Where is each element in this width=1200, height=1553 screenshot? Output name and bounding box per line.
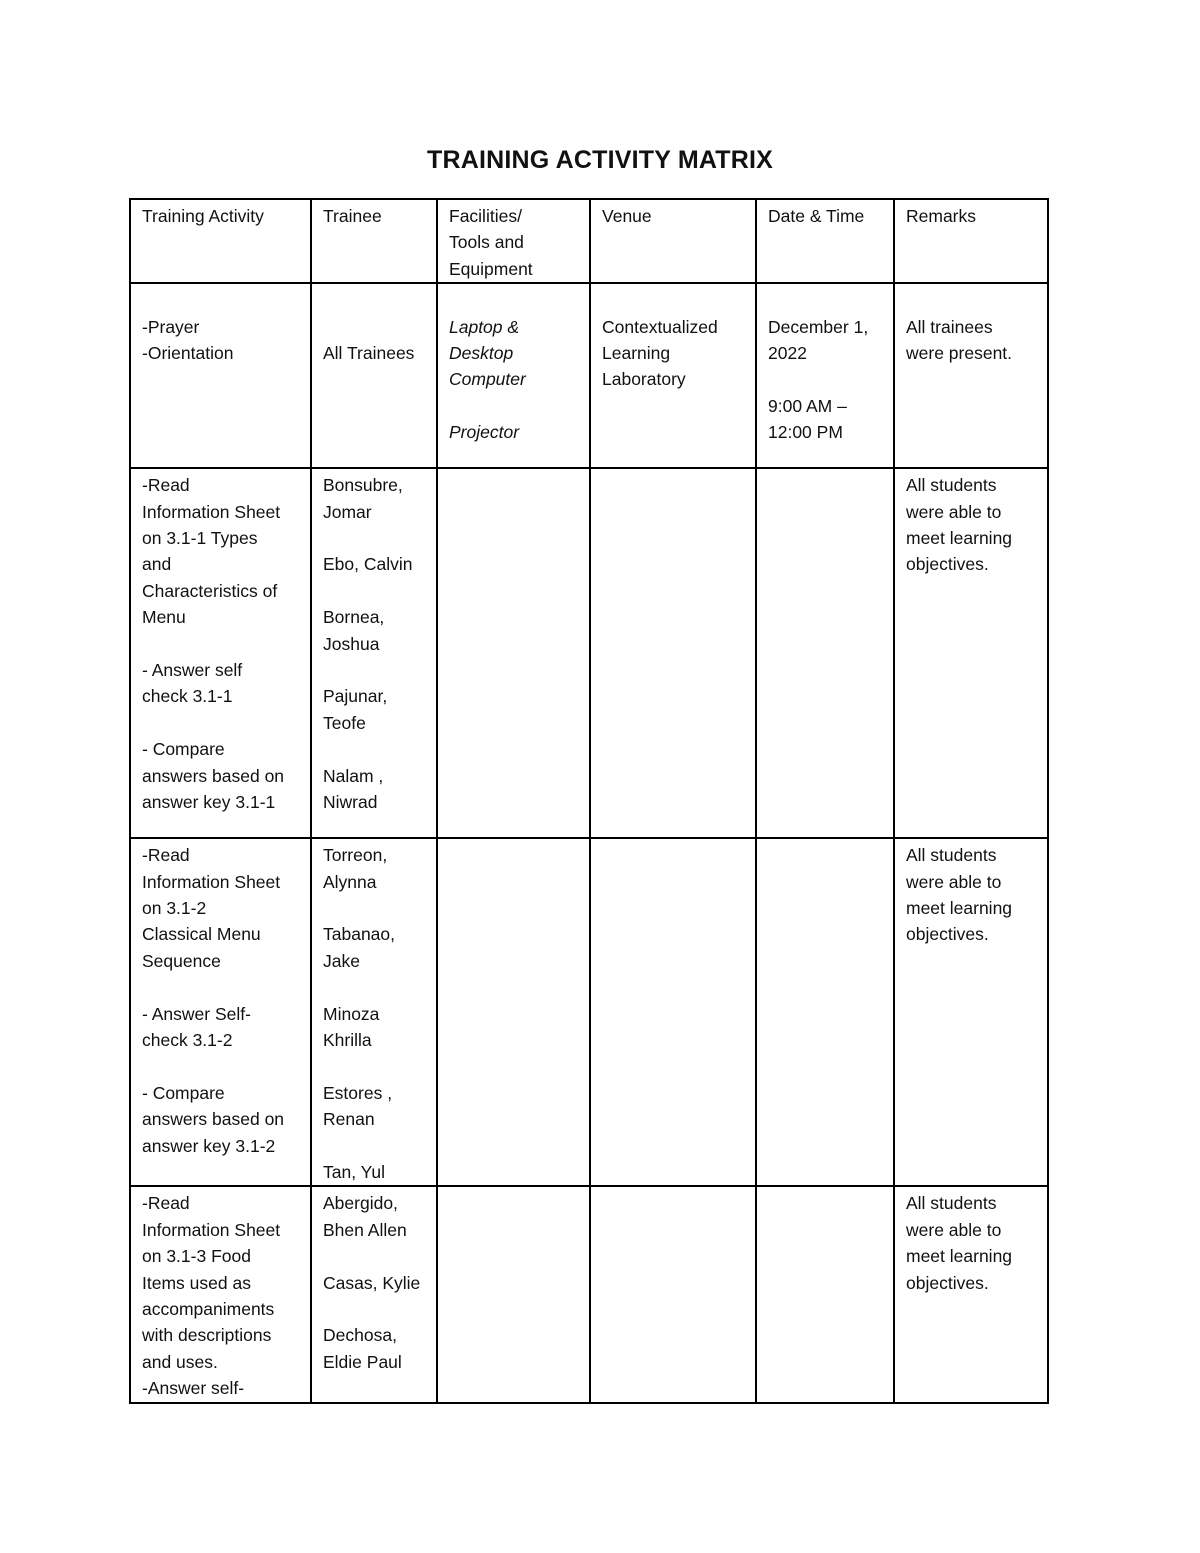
- cell-line: with descriptions: [142, 1325, 272, 1346]
- activity-cell: [130, 838, 311, 1186]
- date-time-cell: [756, 1186, 894, 1402]
- cell-line: were able to: [906, 1219, 1002, 1240]
- cell-line: Tan, Yul: [323, 1162, 385, 1183]
- cell-line: [323, 1296, 426, 1322]
- cell-line: Bhen Allen: [323, 1219, 407, 1240]
- cell-line: [142, 710, 300, 736]
- trainee-cell: [311, 1186, 437, 1402]
- cell-line: Ebo, Calvin: [323, 554, 413, 575]
- cell-line: Torreon,: [323, 845, 388, 866]
- cell-line: Khrilla: [323, 1030, 372, 1051]
- cell-line: Pajunar,: [323, 686, 388, 707]
- cell-line: -Read: [142, 845, 190, 866]
- cell-line: [323, 1133, 426, 1159]
- cell-line: [768, 287, 883, 313]
- cell-line: Eldie Paul: [323, 1351, 402, 1372]
- date-time-cell: [756, 283, 894, 468]
- remarks-cell: [894, 838, 1048, 1186]
- cell-line: [323, 736, 426, 762]
- table-row: [130, 283, 1048, 468]
- facilities-cell: [437, 838, 590, 1186]
- cell-line: accompaniments: [142, 1299, 275, 1320]
- venue-cell: [590, 838, 756, 1186]
- cell-line: All students: [906, 845, 997, 866]
- cell-line: meet learning: [906, 528, 1013, 549]
- cell-line: Desktop: [449, 343, 514, 364]
- cell-line: answer key 3.1-2: [142, 1135, 276, 1156]
- activity-cell: [130, 283, 311, 468]
- cell-line: [142, 287, 300, 313]
- cell-line: [142, 631, 300, 657]
- cell-line: [906, 287, 1037, 313]
- trainee-cell: [311, 283, 437, 468]
- cell-line: answers based on: [142, 1109, 285, 1130]
- header-training-activity: Training Activity: [130, 199, 311, 283]
- cell-line: Jake: [323, 950, 360, 971]
- cell-line: Items used as: [142, 1272, 251, 1293]
- remarks-cell: [894, 468, 1048, 838]
- cell-line: Nalam ,: [323, 765, 384, 786]
- cell-line: on 3.1-2: [142, 898, 207, 919]
- header-trainee: Trainee: [311, 199, 437, 283]
- cell-line: - Answer Self-: [142, 1003, 251, 1024]
- facilities-cell: [437, 1186, 590, 1402]
- cell-line: [449, 393, 579, 419]
- cell-line: Projector: [449, 422, 520, 443]
- cell-line: Information Sheet: [142, 871, 281, 892]
- cell-line: All students: [906, 1193, 997, 1214]
- cell-line: Alynna: [323, 871, 377, 892]
- cell-line: [323, 657, 426, 683]
- cell-line: Bornea,: [323, 607, 385, 628]
- cell-line: objectives.: [906, 1272, 989, 1293]
- cell-line: All Trainees: [323, 343, 415, 363]
- cell-line: [323, 287, 426, 313]
- cell-line: 9:00 AM –: [768, 395, 847, 416]
- cell-line: -Read: [142, 1193, 190, 1214]
- cell-line: Learning: [602, 343, 671, 364]
- facilities-cell: [437, 468, 590, 838]
- remarks-cell: [894, 283, 1048, 468]
- cell-line: Teofe: [323, 712, 366, 733]
- cell-line: -Answer self-: [142, 1378, 245, 1399]
- cell-line: [768, 366, 883, 392]
- cell-line: [449, 287, 579, 313]
- cell-line: [323, 895, 426, 921]
- header-facilities: Facilities/ Tools and Equipment: [437, 199, 590, 283]
- cell-line: [323, 1053, 426, 1079]
- cell-line: Laboratory: [602, 369, 686, 390]
- cell-line: objectives.: [906, 924, 989, 945]
- cell-line: [323, 314, 426, 340]
- cell-line: [602, 287, 745, 313]
- cell-line: and uses.: [142, 1351, 218, 1372]
- cell-line: -Prayer: [142, 316, 200, 337]
- cell-line: Classical Menu: [142, 924, 261, 945]
- cell-line: Information Sheet: [142, 501, 281, 522]
- table-row: [130, 1186, 1048, 1402]
- venue-cell: [590, 468, 756, 838]
- trainee-cell: [311, 838, 437, 1186]
- cell-line: Estores ,: [323, 1082, 393, 1103]
- facilities-cell: [437, 283, 590, 468]
- cell-line: and: [142, 554, 172, 575]
- training-activity-table: [129, 198, 1049, 1404]
- cell-line: check 3.1-1: [142, 686, 233, 707]
- cell-line: on 3.1-3 Food: [142, 1246, 251, 1267]
- cell-line: answers based on: [142, 765, 285, 786]
- cell-line: Characteristics of: [142, 580, 278, 601]
- header-row: [130, 199, 1048, 283]
- cell-line: Abergido,: [323, 1193, 398, 1214]
- cell-line: meet learning: [906, 1246, 1013, 1267]
- activity-cell: [130, 468, 311, 838]
- cell-line: All trainees: [906, 316, 993, 337]
- header-date-time: Date & Time: [756, 199, 894, 283]
- cell-line: [323, 1243, 426, 1269]
- cell-line: [142, 974, 300, 1000]
- cell-line: - Compare: [142, 739, 225, 760]
- activity-cell: [130, 1186, 311, 1402]
- header-venue: Venue: [590, 199, 756, 283]
- cell-line: - Answer self: [142, 660, 243, 681]
- cell-line: [323, 525, 426, 551]
- cell-line: meet learning: [906, 898, 1013, 919]
- cell-line: Minoza: [323, 1003, 380, 1024]
- date-time-cell: [756, 838, 894, 1186]
- cell-line: - Compare: [142, 1082, 225, 1103]
- cell-line: All students: [906, 475, 997, 496]
- cell-line: Casas, Kylie: [323, 1272, 421, 1293]
- cell-line: Contextualized: [602, 316, 718, 337]
- cell-line: Information Sheet: [142, 1219, 281, 1240]
- table-row: [130, 838, 1048, 1186]
- cell-line: 2022: [768, 343, 807, 364]
- header-remarks: Remarks: [894, 199, 1048, 283]
- cell-line: objectives.: [906, 554, 989, 575]
- cell-line: Dechosa,: [323, 1325, 397, 1346]
- cell-line: December 1,: [768, 316, 869, 337]
- remarks-cell: [894, 1186, 1048, 1402]
- cell-line: Jomar: [323, 501, 372, 522]
- cell-line: check 3.1-2: [142, 1030, 233, 1051]
- cell-line: Renan: [323, 1109, 375, 1130]
- cell-line: Joshua: [323, 633, 380, 654]
- cell-line: -Read: [142, 475, 190, 496]
- cell-line: Menu: [142, 607, 186, 628]
- venue-cell: [590, 1186, 756, 1402]
- cell-line: 12:00 PM: [768, 422, 843, 443]
- cell-line: Sequence: [142, 950, 221, 971]
- venue-cell: [590, 283, 756, 468]
- cell-line: [323, 974, 426, 1000]
- cell-line: on 3.1-1 Types: [142, 528, 258, 549]
- page-title: TRAINING ACTIVITY MATRIX: [427, 146, 773, 174]
- cell-line: Niwrad: [323, 792, 378, 813]
- cell-line: were able to: [906, 501, 1002, 522]
- date-time-cell: [756, 468, 894, 838]
- cell-line: answer key 3.1-1: [142, 792, 276, 813]
- trainee-cell: [311, 468, 437, 838]
- cell-line: Computer: [449, 369, 526, 390]
- cell-line: [323, 578, 426, 604]
- cell-line: were able to: [906, 871, 1002, 892]
- cell-line: -Orientation: [142, 343, 234, 364]
- cell-line: Laptop &: [449, 316, 520, 337]
- table-row: [130, 468, 1048, 838]
- cell-line: were present.: [906, 343, 1013, 364]
- cell-line: Bonsubre,: [323, 475, 403, 496]
- cell-line: [142, 1053, 300, 1079]
- cell-line: Tabanao,: [323, 924, 396, 945]
